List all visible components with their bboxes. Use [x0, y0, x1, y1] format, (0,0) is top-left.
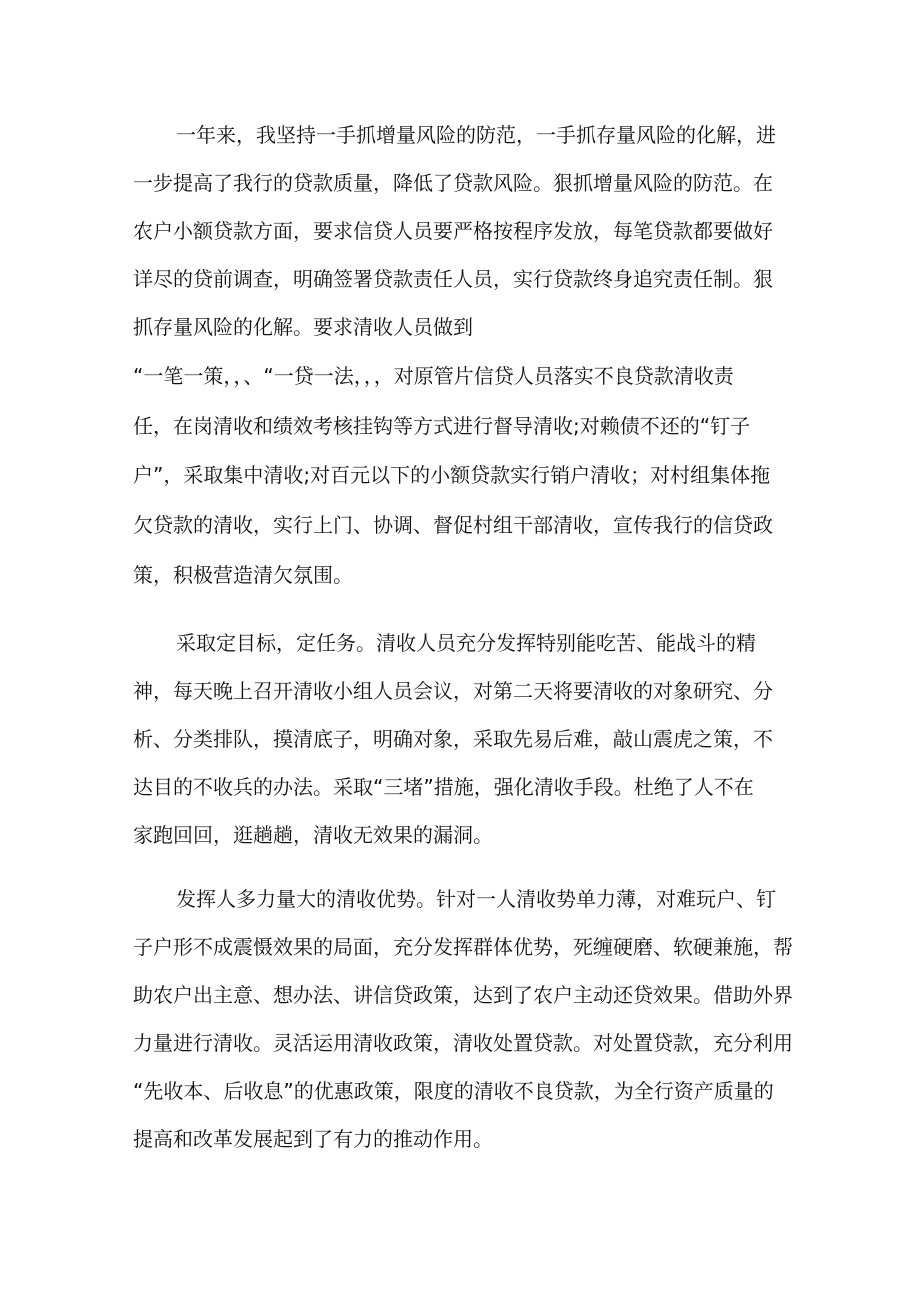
- paragraph-1-line-1: 一年来，我坚持一手抓增量风险的防范，一手抓存量风险的化解，进: [176, 123, 776, 147]
- paragraph-3-line-2: 子户形不成震慑效果的局面，充分发挥群体优势，死缠硬磨、软硬兼施，帮: [133, 935, 793, 959]
- paragraph-1-line-2: 一步提高了我行的贷款质量，降低了贷款风险。狠抓增量风险的防范。在: [133, 171, 773, 195]
- paragraph-3-line-6: 提高和改革发展起到了有力的推动作用。: [133, 1127, 493, 1151]
- paragraph-1-line-8: 户”，采取集中清收;对百元以下的小额贷款实行销户清收；对村组集体拖: [133, 463, 771, 487]
- paragraph-1-line-9: 欠贷款的清收，实行上门、协调、督促村组干部清收，宣传我行的信贷政: [133, 513, 773, 537]
- paragraph-1-line-7: 任，在岗清收和绩效考核挂钩等方式进行督导清收;对赖债不还的“钉子: [133, 414, 751, 438]
- paragraph-3-line-1: 发挥人多力量大的清收优势。针对一人清收势单力薄，对难玩户、钉: [176, 887, 776, 911]
- paragraph-3-line-4: 力量进行清收。灵活运用清收政策，清收处置贷款。对处置贷款，充分利用: [133, 1031, 793, 1055]
- paragraph-1-line-3: 农户小额贷款方面，要求信贷人员要严格按程序发放，每笔贷款都要做好: [133, 219, 773, 243]
- paragraph-2-line-4: 达目的不收兵的办法。采取“三堵”措施，强化清收手段。杜绝了人不在: [133, 775, 754, 799]
- paragraph-1-line-4: 详尽的贷前调查，明确签署贷款责任人员，实行贷款终身追究责任制。狠: [133, 267, 773, 291]
- paragraph-2-line-1: 采取定目标，定任务。清收人员充分发挥特别能吃苦、能战斗的精: [176, 631, 756, 655]
- paragraph-2-line-2: 神，每天晚上召开清收小组人员会议，对第二天将要清收的对象研究、分: [133, 679, 773, 703]
- paragraph-2-line-5: 家跑回回，逛趟趟，清收无效果的漏洞。: [133, 823, 493, 847]
- paragraph-3-line-3: 助农户出主意、想办法、讲信贷政策，达到了农户主动还贷效果。借助外界: [133, 983, 793, 1007]
- paragraph-2-line-3: 析、分类排队，摸清底子，明确对象，采取先易后难，敲山震虎之策，不: [133, 727, 773, 751]
- paragraph-1-line-6: “一笔一策，，、“一贷一法，，，对原管片信贷人员落实不良贷款清收责: [133, 364, 734, 388]
- paragraph-1-line-10: 策，积极营造清欠氛围。: [133, 563, 353, 587]
- paragraph-1-line-5: 抓存量风险的化解。要求清收人员做到: [133, 315, 473, 339]
- paragraph-3-line-5: “先收本、后收息”的优惠政策，限度的清收不良贷款，为全行资产质量的: [133, 1079, 774, 1103]
